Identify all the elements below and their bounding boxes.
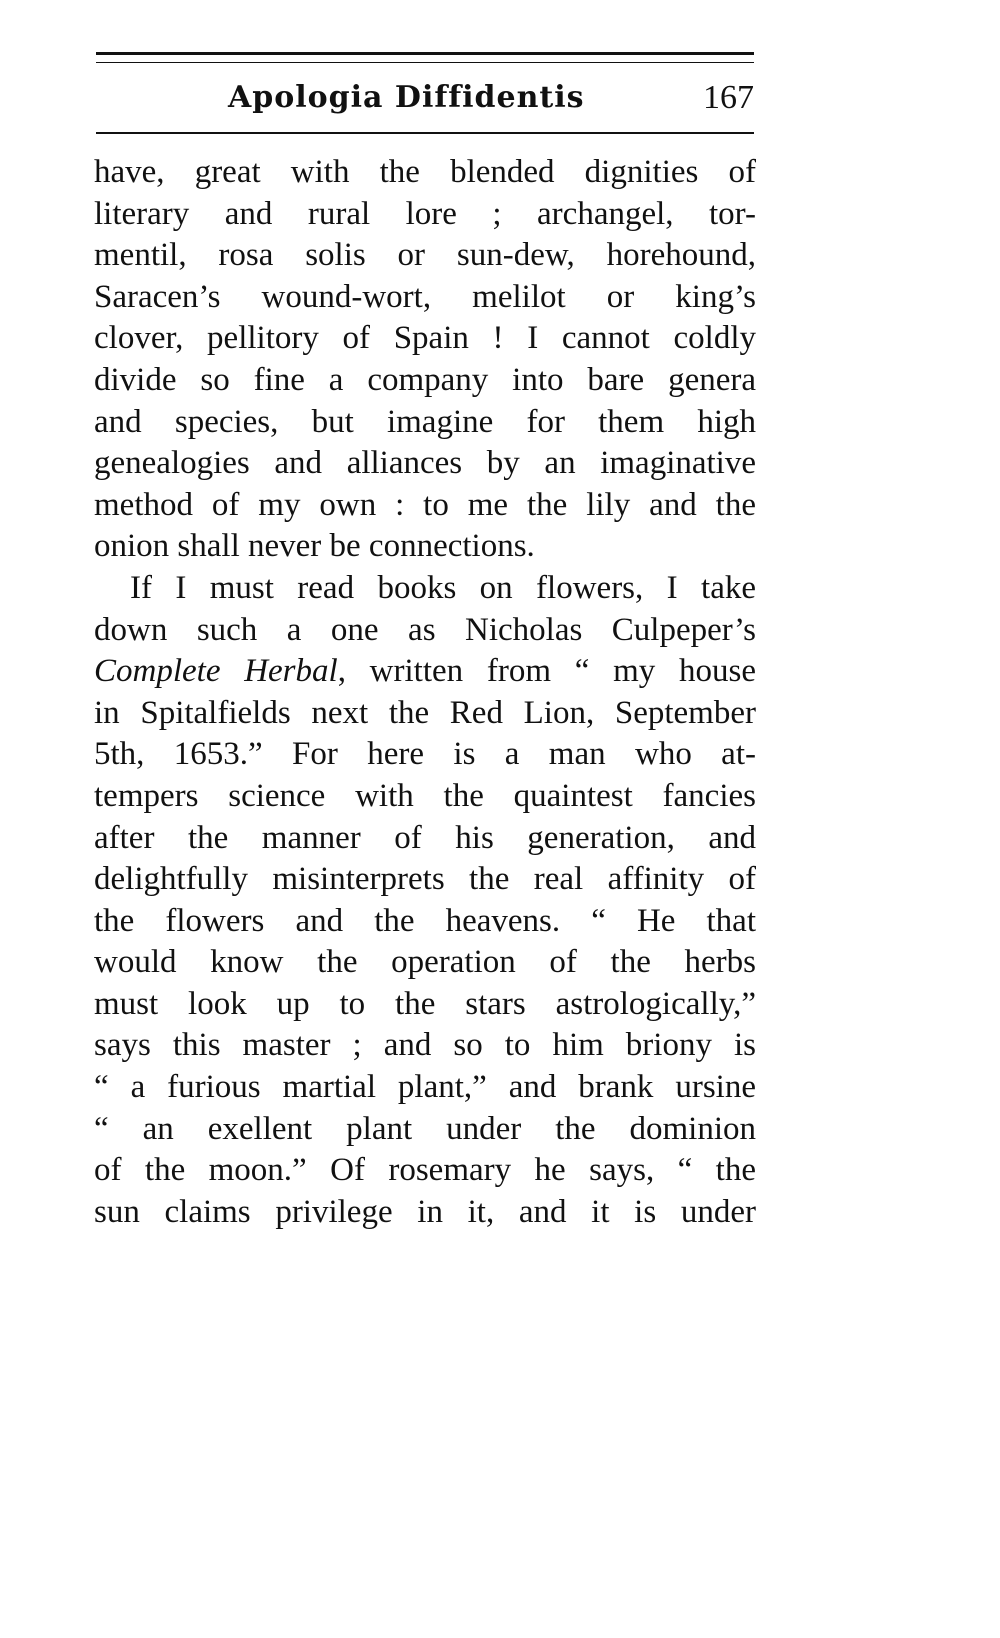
paragraph-start-line: If I must read books on flowers, I take (130, 569, 756, 606)
text-line: “ an exellent plant under the dominion (94, 1110, 756, 1147)
text-line: divide so fine a company into bare genera (94, 361, 756, 398)
text-line: method of my own : to me the lily and the (94, 486, 756, 523)
text-line: must look up to the stars astrologically,” (94, 985, 756, 1022)
header-rule-thick (96, 52, 754, 55)
text-line: 5th, 1653.” For here is a man who at- (94, 736, 756, 773)
page-number: 167 (703, 79, 754, 116)
text-line: “ a furious martial plant,” and brank ursine (94, 1069, 756, 1106)
book-title-italic: Complete Herbal (94, 653, 338, 690)
text-line: in Spitalfields next the Red Lion, September (94, 694, 756, 731)
text-line: says this master ; and so to him briony is (94, 1027, 756, 1064)
text-line: have, great with the blended dignities of (94, 154, 756, 190)
text-line: would know the operation of the herbs (94, 944, 756, 981)
text-line: sun claims privilege in it, and it is under (94, 1193, 756, 1230)
text-line: and species, but imagine for them high (94, 403, 756, 440)
running-title: Apologia Diffidentis (228, 80, 585, 115)
text-line: clover, pellitory of Spain ! I cannot coldly (94, 320, 756, 357)
text-line: the flowers and the heavens. “ He that (94, 902, 756, 939)
body-text (94, 152, 756, 1233)
text-line: mentil, rosa solis or sun-dew, horehound, (94, 237, 756, 274)
text-line: genealogies and alliances by an imaginative (94, 445, 756, 482)
text-fragment: , written from “ my house (337, 653, 756, 690)
text-line: Saracen’s wound-wort, melilot or king’s (94, 278, 756, 315)
text-line: of the moon.” Of rosemary he says, “ the (94, 1152, 756, 1189)
text-line: after the manner of his generation, and (94, 819, 756, 856)
text-line: literary and rural lore ; archangel, tor- (94, 195, 756, 232)
text-line-with-title (94, 651, 756, 693)
text-line: delightfully misinterprets the real affinity of (94, 861, 756, 898)
text-line: tempers science with the quaintest fancies (94, 777, 756, 814)
header-rule-bottom (96, 132, 754, 134)
text-line: down such a one as Nicholas Culpeper’s (94, 611, 756, 648)
text-line: onion shall never be connections. (94, 528, 535, 565)
header-rule-thin (96, 62, 754, 63)
